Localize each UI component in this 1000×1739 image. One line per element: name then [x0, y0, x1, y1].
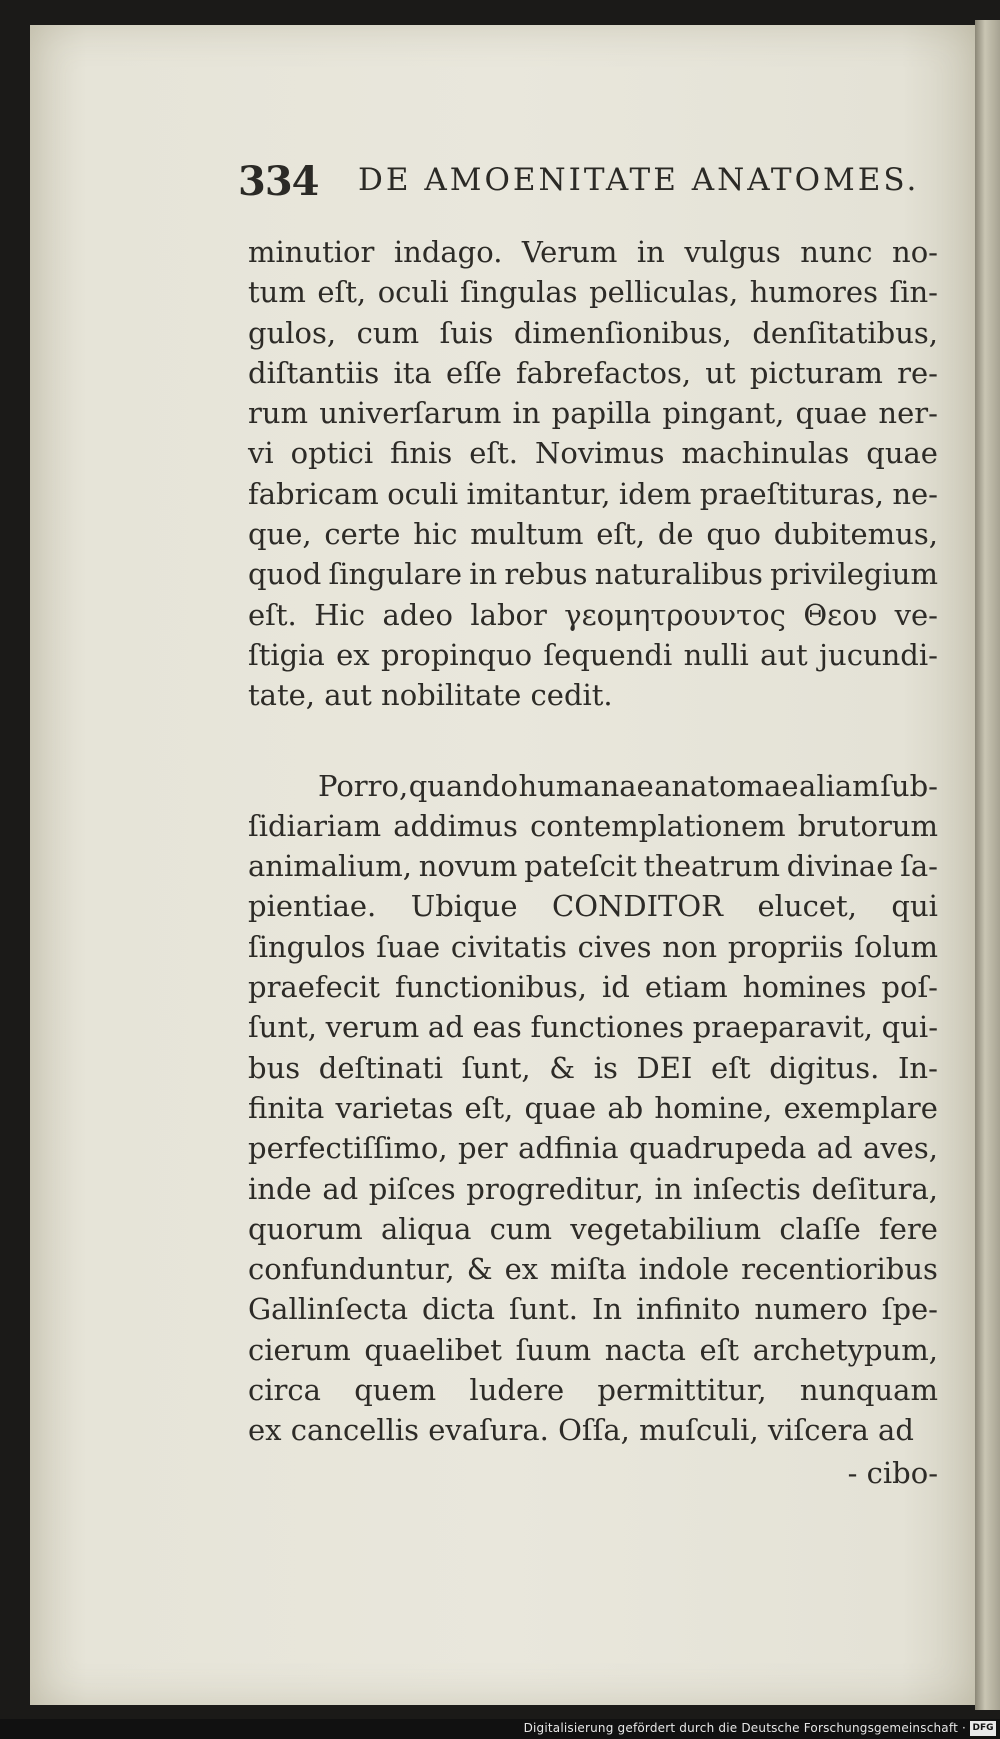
body-text [248, 232, 938, 1493]
text-line: circa quem ludere permittitur, nunquam [248, 1373, 938, 1408]
dfg-logo: DFG [970, 1721, 996, 1736]
text-line: ex cancellis evaſura. Oſſa, muſculi, viſcera ad [248, 1413, 914, 1448]
text-line: ſtigia ex propinquo ſequendi nulli aut jucundi- [248, 637, 938, 672]
text-line: Gallinſecta dicta ſunt. In infinito numero ſpe- [248, 1292, 938, 1327]
text-line: ſidiariam addimus contemplationem brutorum [248, 808, 938, 843]
digitization-credit: Digitalisierung gefördert durch die Deutsche Forschungsgemeinschaft · [523, 1721, 966, 1735]
text-line: perfectiſſimo, per adfinia quadrupeda ad aves, [248, 1131, 938, 1166]
page-number: 334 [238, 158, 319, 205]
text-line: Porro, quando humanae anatomae aliam ſub- [318, 768, 938, 803]
text-line: finita varietas eſt, quae ab homine, exemplare [248, 1090, 938, 1125]
catchword: - cibo- [847, 1455, 938, 1490]
text-line: inde ad piſces progreditur, in inſectis deſitura, [248, 1171, 938, 1206]
page-edge [975, 20, 1000, 1710]
text-line: eſt. Hic adeo labor γεομητρουντος Θεου ve- [248, 597, 938, 632]
text-line: pientiae. Ubique CONDITOR elucet, qui [248, 889, 938, 924]
page-header [238, 158, 920, 208]
text-line: rum univerſarum in papilla pingant, quae ner- [248, 396, 938, 431]
text-line: bus deſtinati ſunt, & is DEI eſt digitus. In- [248, 1050, 938, 1085]
text-line: minutior indago. Verum in vulgus nunc no- [248, 235, 938, 269]
paragraph-2 [248, 766, 938, 1451]
paragraph-1 [248, 232, 938, 716]
text-line: tate, aut nobilitate cedit. [248, 678, 613, 713]
text-line: quorum aliqua cum vegetabilium claſſe fere [248, 1211, 938, 1246]
text-line: ſunt, verum ad eas functiones praeparavit, qui- [248, 1010, 938, 1045]
text-line: fabricam oculi imitantur, idem praeſtituras, ne- [248, 476, 938, 511]
text-line: diſtantiis ita eſſe fabrefactos, ut picturam re- [248, 355, 938, 390]
text-line: tum eſt, oculi ſingulas pelliculas, humores ſin- [248, 275, 938, 310]
running-head: DE AMOENITATE ANATOMES. [358, 162, 920, 198]
text-line: cierum quaelibet ſuum nacta eſt archetypum, [248, 1332, 938, 1367]
text-line: ſingulos ſuae civitatis cives non propriis ſolum [248, 929, 938, 964]
text-line: quod ſingulare in rebus naturalibus privilegium [248, 557, 938, 592]
text-line: confunduntur, & ex miſta indole recentioribus [248, 1252, 938, 1287]
text-line: gulos, cum ſuis dimenſionibus, denſitatibus, [248, 315, 938, 350]
text-line: que, certe hic multum eſt, de quo dubitemus, [248, 517, 938, 552]
text-line: praefecit functionibus, id etiam homines poſ- [248, 970, 938, 1005]
text-line: animalium, novum pateſcit theatrum divinae ſa- [248, 849, 938, 884]
text-line: vi optici finis eſt. Novimus machinulas quae [248, 436, 938, 471]
